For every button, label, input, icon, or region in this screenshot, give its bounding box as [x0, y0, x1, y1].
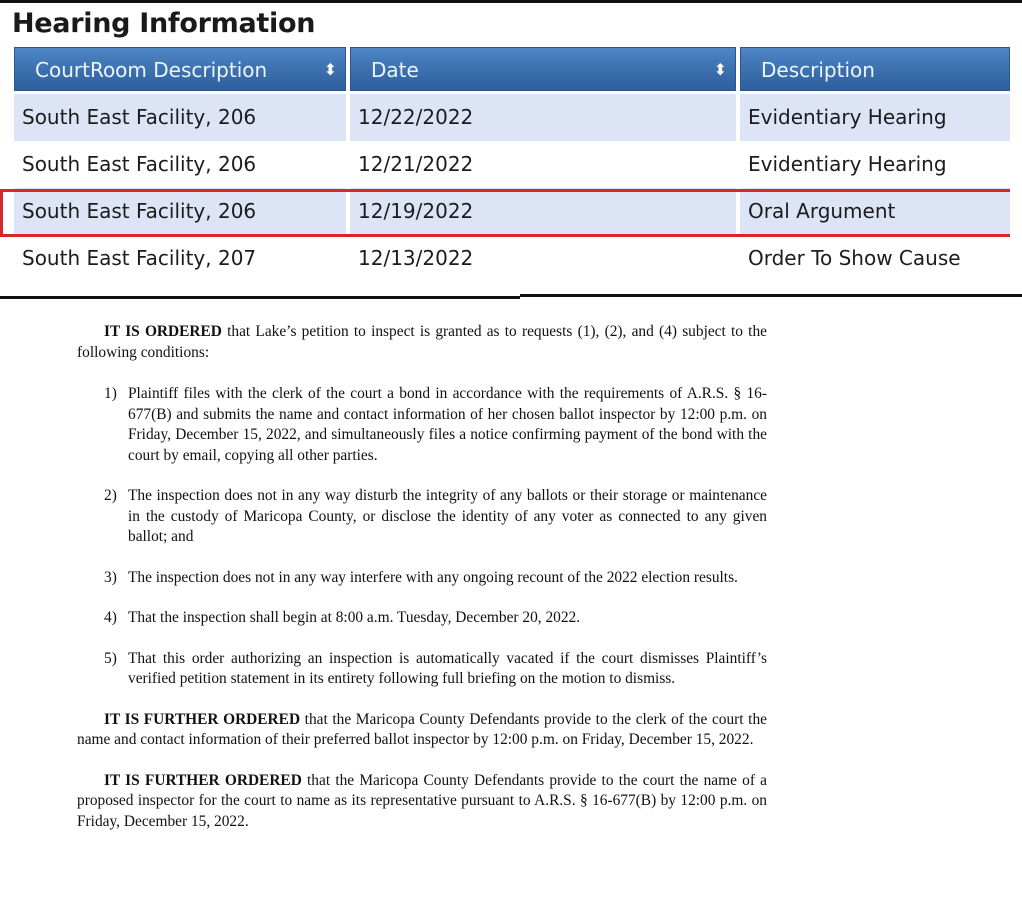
table-row[interactable] — [14, 141, 1010, 188]
column-header-label: Description — [761, 58, 875, 82]
sort-icon[interactable]: ⬍ — [323, 60, 337, 79]
section-title: Hearing Information — [12, 8, 316, 39]
table-row[interactable] — [14, 94, 1010, 141]
cell-date: 12/19/2022 — [350, 188, 736, 235]
cell-courtroom: South East Facility, 207 — [22, 246, 257, 270]
condition-item: 2) The inspection does not in any way disturb the integrity of any ballots or their storage or maintenance in the custody of Maricopa County, or disclose the identity of any voter as connected to any given ballot; and — [104, 487, 767, 545]
condition-item: 1) Plaintiff files with the clerk of the court a bond in accordance with the requirements of A.R.S. § 16-677(B) and submits the name and contact information of her chosen ballot inspector by 12:00 p.m. on Friday, December 15, 2022, and simultaneously files a notice confirming payment of the bond with the court by email, copying all other parties. — [104, 385, 767, 464]
top-divider — [0, 0, 1022, 3]
sort-icon[interactable]: ⬍ — [713, 60, 727, 79]
cell-courtroom: South East Facility, 206 — [14, 188, 346, 235]
column-header-courtroom[interactable] — [14, 47, 346, 91]
court-order-text — [77, 322, 767, 832]
order-heading: IT IS ORDERED — [104, 323, 222, 340]
order-heading: IT IS FURTHER ORDERED — [104, 771, 302, 789]
cell-description: Evidentiary Hearing — [748, 152, 947, 176]
column-header-description[interactable] — [740, 47, 1010, 91]
order-heading: IT IS FURTHER ORDERED — [104, 710, 301, 728]
bottom-divider — [520, 294, 1022, 297]
cell-date: 12/13/2022 — [358, 246, 474, 270]
cell-description: Evidentiary Hearing — [740, 94, 1010, 141]
order-paragraph: IT IS FURTHER ORDERED that the Maricopa County Defendants provide to the court the name of a proposed inspector for the court to name as its representative pursuant to A.R.S. § 16-677(B) by 12:00 p.m. on Friday, December 15, 2022. — [77, 771, 767, 830]
cell-courtroom: South East Facility, 206 — [22, 152, 257, 176]
condition-item: 4) That the inspection shall begin at 8:00 a.m. Tuesday, December 20, 2022. — [104, 609, 581, 626]
cell-date: 12/22/2022 — [350, 94, 736, 141]
column-header-date[interactable] — [350, 47, 736, 91]
cell-description: Order To Show Cause — [748, 246, 961, 270]
condition-item: 5) That this order authorizing an inspection is automatically vacated if the court dismisses Plaintiff’s verified petition statement in its entirety following full briefing on the motion to dismiss. — [104, 649, 767, 687]
bottom-divider — [0, 296, 520, 299]
order-paragraph: IT IS FURTHER ORDERED that the Maricopa County Defendants provide to the clerk of the court the name and contact information of their preferred ballot inspector by 12:00 p.m. on Friday, December 15, 2022. — [77, 710, 767, 748]
table-row[interactable] — [14, 235, 1010, 282]
order-paragraph: IT IS ORDERED that Lake’s petition to inspect is granted as to requests (1), (2), and (4) subject to the following conditions: — [77, 323, 767, 361]
column-header-label: CourtRoom Description — [35, 58, 268, 82]
cell-date: 12/21/2022 — [358, 152, 474, 176]
condition-item: 3) The inspection does not in any way interfere with any ongoing recount of the 2022 election results. — [104, 568, 738, 586]
highlighted-row-outline — [0, 189, 1010, 237]
cell-description: Oral Argument — [740, 188, 1010, 235]
cell-courtroom: South East Facility, 206 — [14, 94, 346, 141]
column-header-label: Date — [371, 58, 419, 82]
